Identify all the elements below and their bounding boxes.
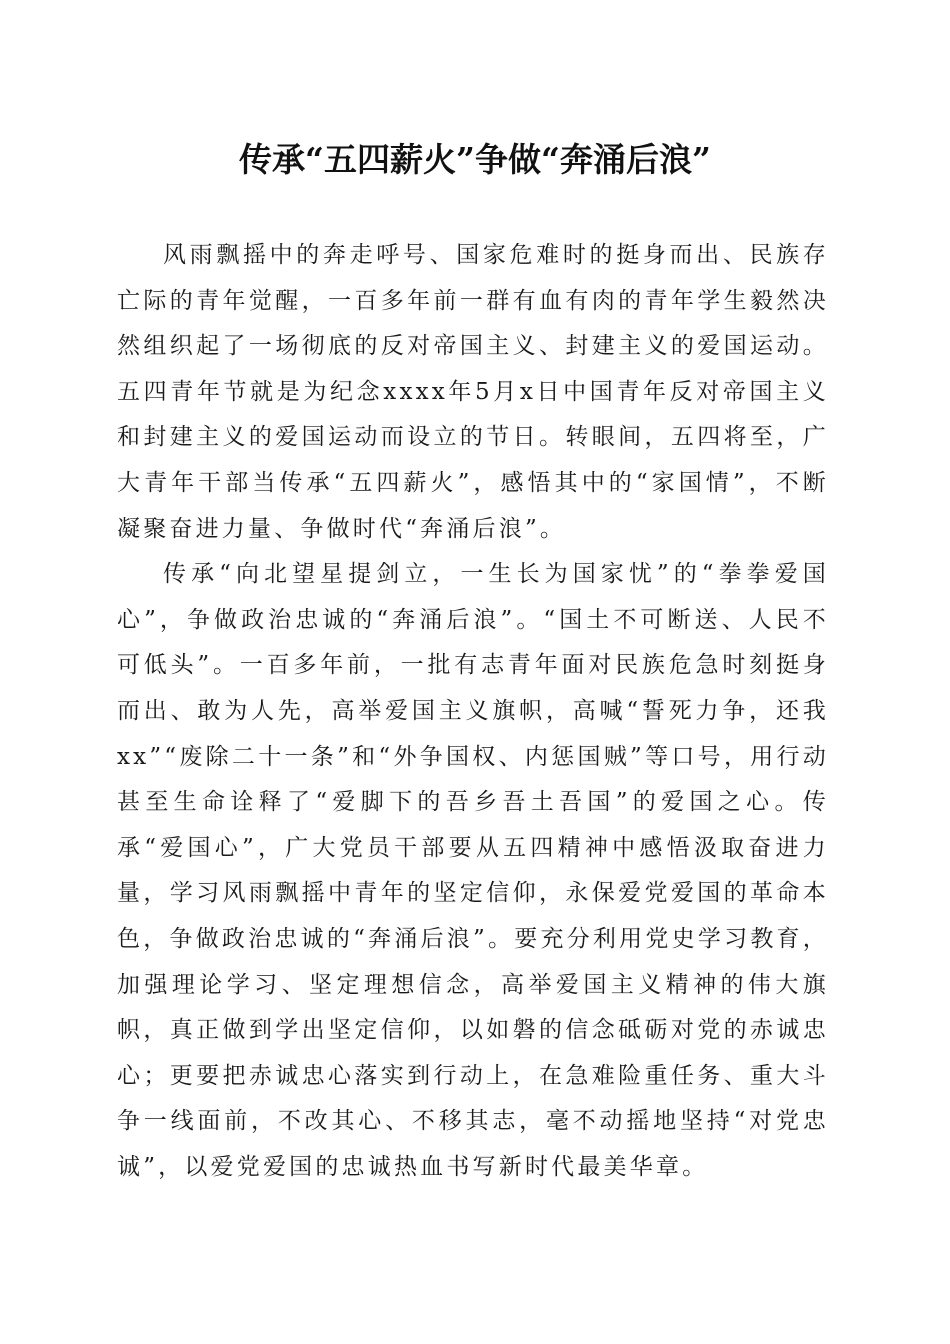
document-title: 传承“五四薪火”争做“奔涌后浪” bbox=[239, 140, 711, 179]
document-body bbox=[117, 233, 829, 1190]
paragraph-intro: 风雨飘摇中的奔走呼号、国家危难时的挺身而出、民族存亡际的青年觉醒，一百多年前一群有血有肉的青年学生毅然决然组织起了一场彻底的反对帝国主义、封建主义的爱国运动。五四青年节就是为纪念xxxx年5月x日中国青年反对帝国主义和封建主义的爱国运动而设立的节日。转眼间，五四将至，广大青年干部当传承“五四薪火”，感悟其中的“家国情”，不断凝聚奋进力量、争做时代“奔涌后浪”。 bbox=[117, 242, 829, 542]
paragraph-patriotism: 传承“向北望星提剑立，一生长为国家忧”的“拳拳爱国心”，争做政治忠诚的“奔涌后浪”。“国土不可断送、人民不可低头”。一百多年前，一批有志青年面对民族危急时刻挺身而出、敢为人先，高举爱国主义旗帜，高喊“誓死力争，还我xx”“废除二十一条”和“外争国权、内惩国贼”等口号，用行动甚至生命诠释了“爱脚下的吾乡吾土吾国”的爱国之心。传承“爱国心”，广大党员干部要从五四精神中感悟汲取奋进力量，学习风雨飘摇中青年的坚定信仰，永保爱党爱国的革命本色，争做政治忠诚的“奔涌后浪”。要充分利用党史学习教育，加强理论学习、坚定理想信念，高举爱国主义精神的伟大旗帜，真正做到学出坚定信仰，以如磐的信念砥砺对党的赤诚忠心；更要把赤诚忠心落实到行动上，在急难险重任务、重大斗争一线面前，不改其心、不移其志，毫不动摇地坚持“对党忠诚”，以爱党爱国的忠诚热血书写新时代最美华章。 bbox=[117, 561, 829, 1180]
